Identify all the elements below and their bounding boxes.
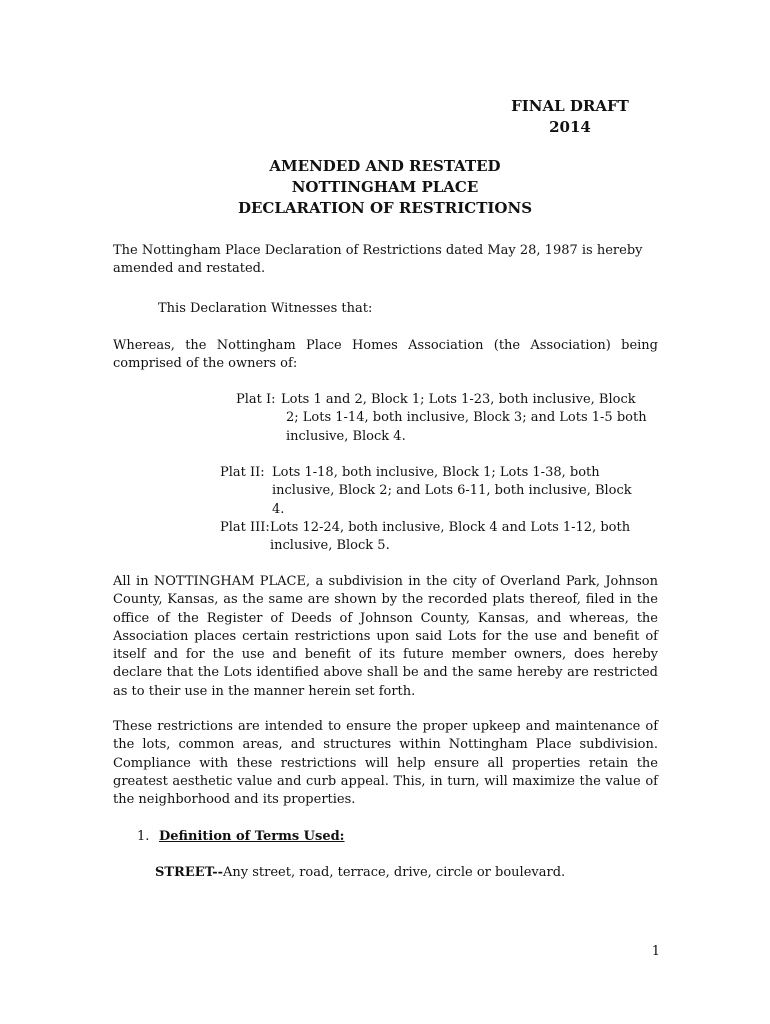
plat-label: Plat II:: [220, 465, 265, 480]
witness-line: This Declaration Witnesses that:: [158, 301, 373, 316]
draft-label: FINAL DRAFT: [511, 97, 629, 115]
subdivision-paragraph: All in NOTTINGHAM PLACE, a subdivision in the city of Overland Park, Johnson County, Kansas, as the same are shown by the recorded plats thereof, filed in the office of the Register of Deeds of Johnson County, Kansas, and whereas, the Association places certain restrictions upon said Lots for the use and benefit of itself and for the use and benefit of its future member owners, does hereby declare that the Lots identified above shall be and the same hereby are restricted as to their use in the manner herein set forth.: [113, 574, 658, 699]
plat-label: Plat I:: [236, 392, 276, 407]
plat-label: Plat III:: [220, 520, 270, 535]
definition-text: Any street, road, terrace, drive, circle or boulevard.: [223, 865, 566, 880]
title-line-3: DECLARATION OF RESTRICTIONS: [237, 199, 533, 217]
title-line-1: AMENDED AND RESTATED: [269, 157, 501, 175]
section-number: 1.: [137, 829, 150, 844]
draft-year: 2014: [549, 118, 591, 136]
document-title: [185, 156, 585, 219]
title-line-2: NOTTINGHAM PLACE: [291, 178, 479, 196]
page-number: 1: [651, 944, 660, 959]
whereas-paragraph: Whereas, the Nottingham Place Homes Association (the Association) being comprised of the owners of:: [113, 338, 658, 372]
intro-paragraph: The Nottingham Place Declaration of Restrictions dated May 28, 1987 is hereby amended and restated.: [113, 243, 643, 277]
purpose-paragraph: These restrictions are intended to ensure the proper upkeep and maintenance of the lots, common areas, and structures within Nottingham Place subdivision. Compliance with these restrictions will help ensure all properties retain the greatest aesthetic value and curb appeal. This, in turn, will maximize the value of the neighborhood and its properties.: [113, 719, 658, 808]
definition-term: STREET--: [155, 865, 223, 880]
plat-description: Lots 12-24, both inclusive, Block 4 and Lots 1-12, both inclusive, Block 5.: [270, 520, 631, 554]
plat-description: Lots 1-18, both inclusive, Block 1; Lots 1-38, both inclusive, Block 2; and Lots 6-11, both inclusive, Block 4.: [272, 465, 632, 517]
section-title: Definition of Terms Used:: [159, 829, 345, 844]
plat-description: Lots 1 and 2, Block 1; Lots 1-23, both inclusive, Block 2; Lots 1-14, both inclusive, Block 3; and Lots 1-5 both inclusive, Block 4.: [281, 392, 647, 444]
